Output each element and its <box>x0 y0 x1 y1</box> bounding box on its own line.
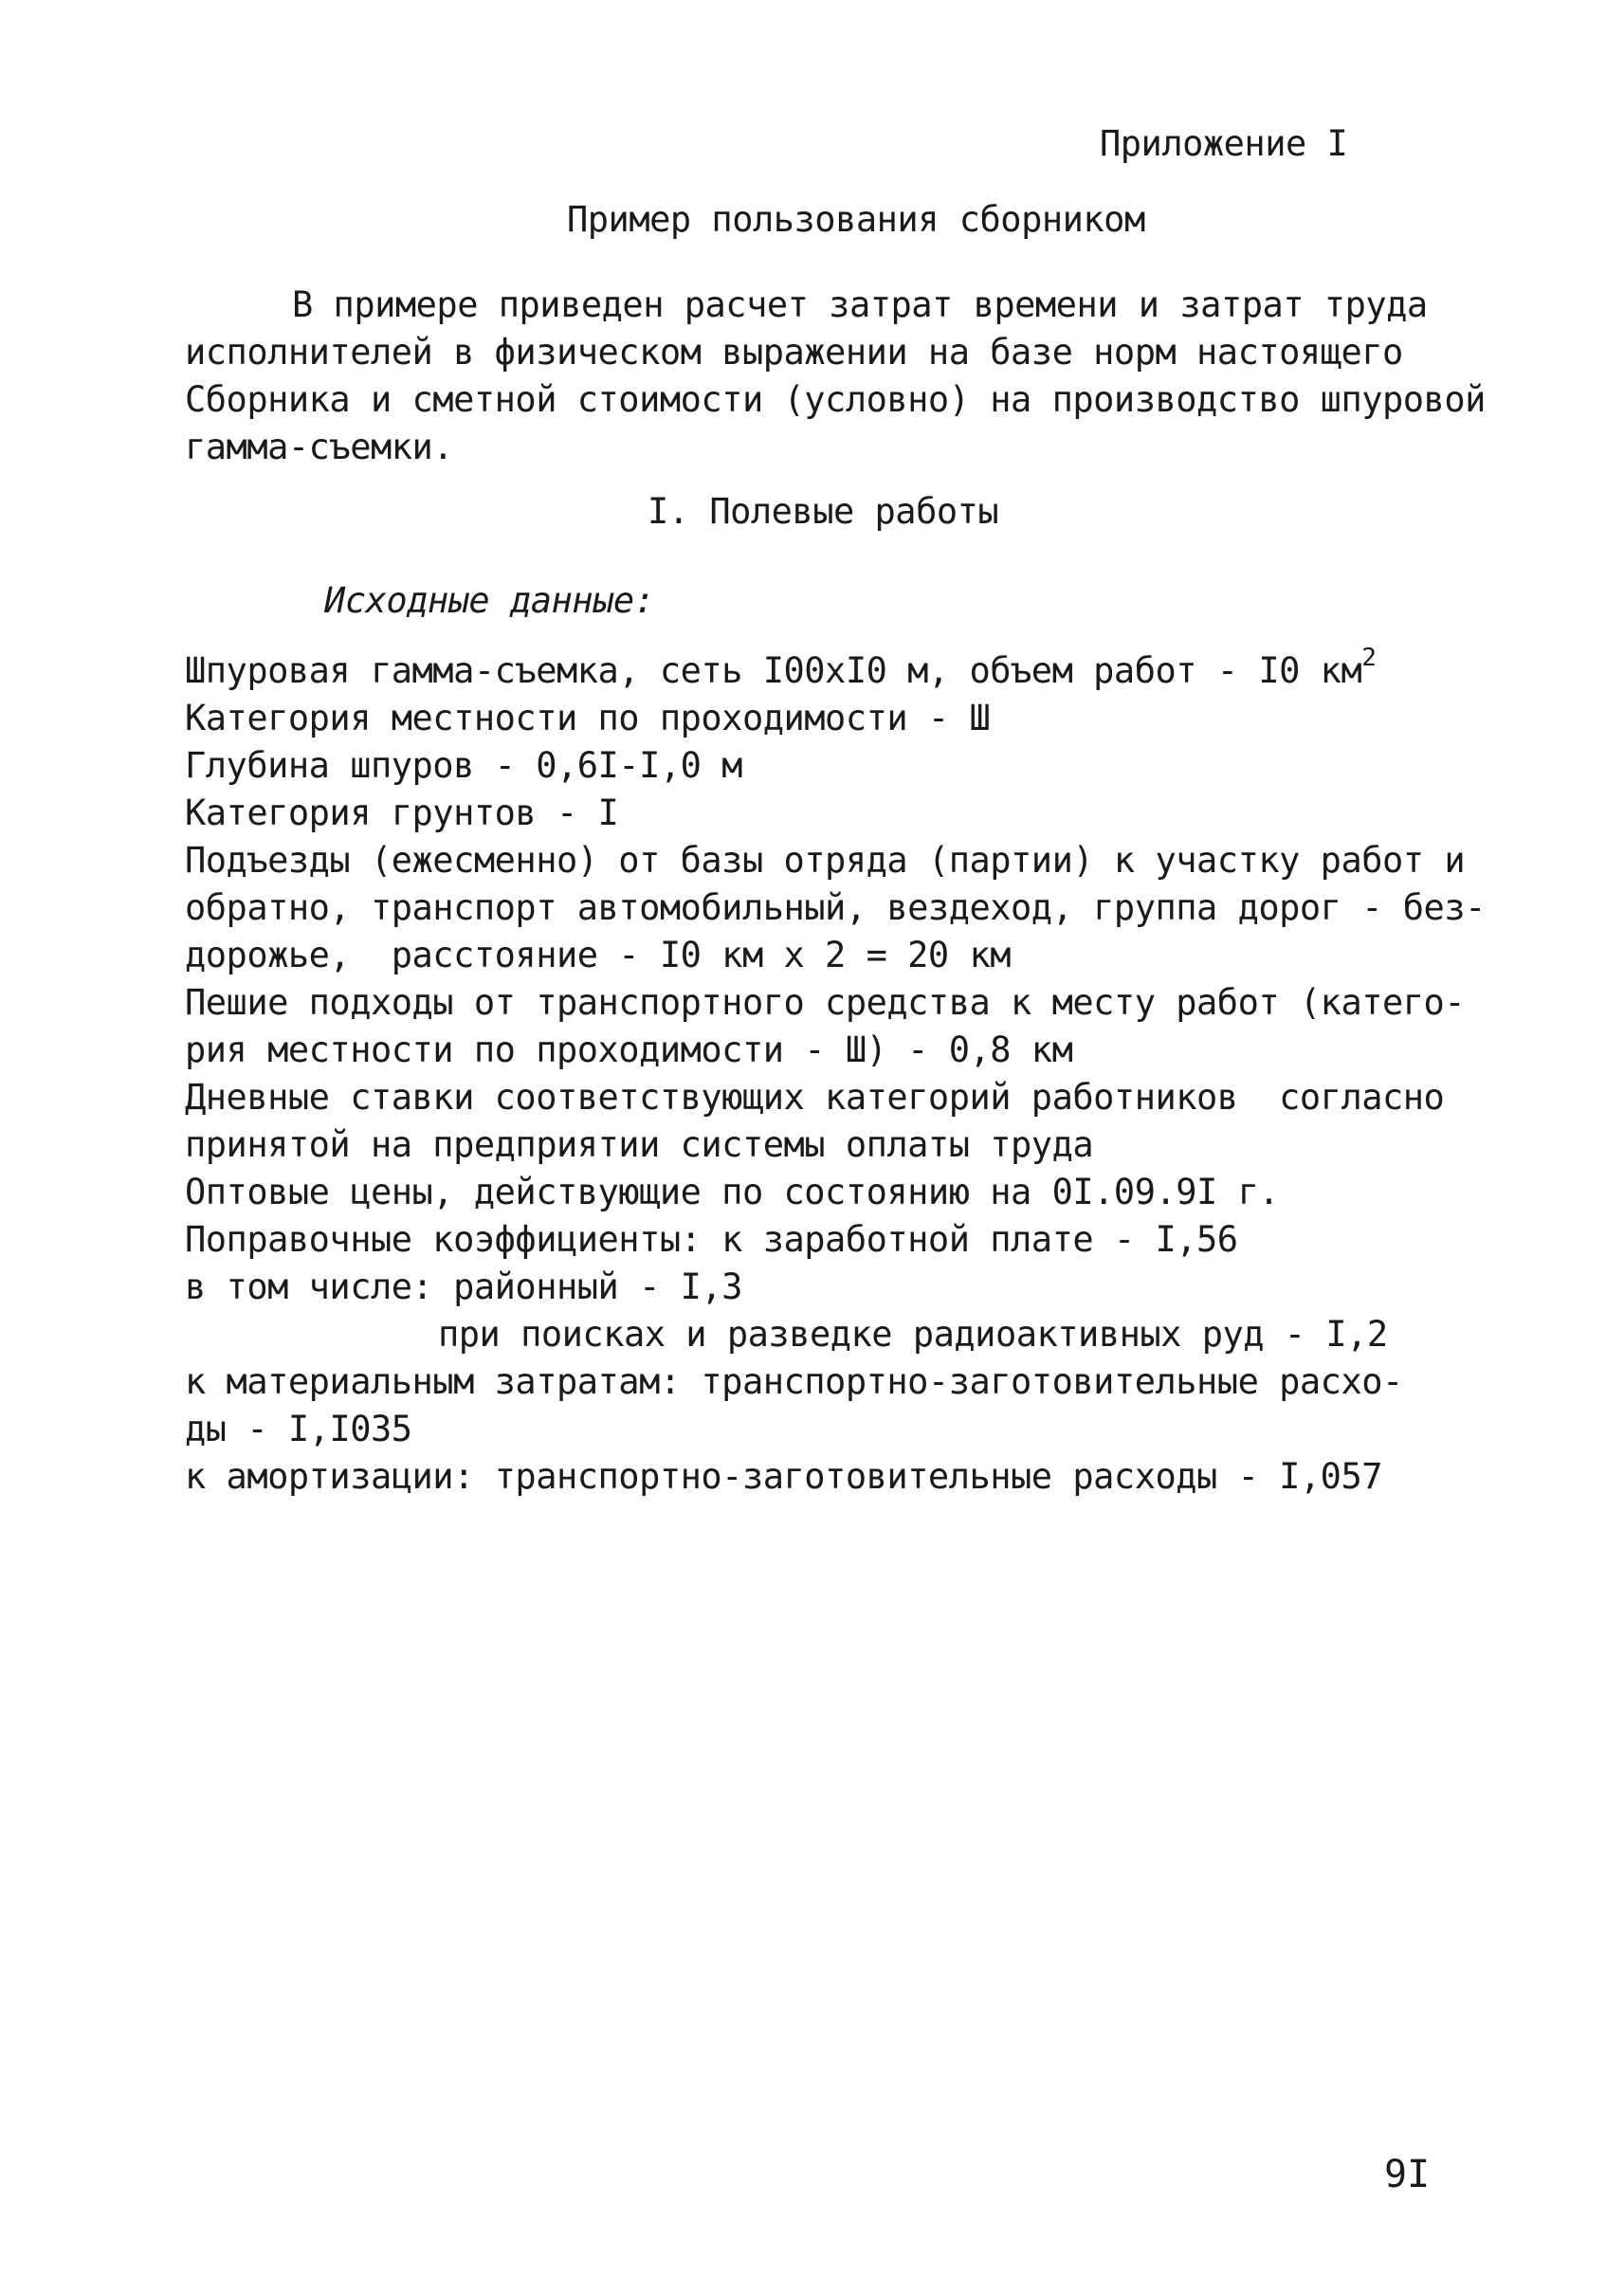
section-title: I. Полевые работы <box>648 491 999 532</box>
list-item: Глубина шпуров - 0,6I-I,0 м <box>185 745 742 786</box>
list-item: при поисках и разведке радиоактивных руд - I,2 <box>438 1314 1388 1355</box>
appendix-label: Приложение I <box>1100 123 1348 164</box>
intro-line-1: В примере приведен расчет затрат времени и затрат труда <box>292 284 1428 325</box>
list-item: к материальным затратам: транспортно-заготовительные расхо- <box>185 1361 1403 1402</box>
list-item: Категория местности по проходимости - Ш <box>185 698 991 738</box>
list-item: к амортизации: транспортно-заготовительные расходы - I,057 <box>185 1456 1383 1497</box>
intro-line-4: гамма-съемки. <box>185 427 454 467</box>
list-item: Оптовые цены, действующие по состоянию на 0I.09.9I г. <box>185 1172 1280 1212</box>
list-item: дорожье, расстояние - I0 км х 2 = 20 км <box>185 935 1012 975</box>
page-number: 9I <box>1384 2153 1431 2196</box>
list-item: Пешие подходы от транспортного средства к месту работ (катего- <box>185 982 1466 1023</box>
list-item: Категория грунтов - I <box>185 792 619 833</box>
list-item: обратно, транспорт автомобильный, вездеход, группа дорог - без- <box>185 887 1486 928</box>
intro-line-2: исполнителей в физическом выражении на базе норм настоящего <box>185 332 1403 373</box>
section-subheading: Исходные данные: <box>324 580 655 621</box>
list-item: Подъезды (ежесменно) от базы отряда (партии) к участку работ и <box>185 840 1466 881</box>
page-title: Пример пользования сборником <box>567 199 1145 240</box>
list-item: в том числе: районный - I,3 <box>185 1266 742 1307</box>
list-item <box>185 644 1377 696</box>
list-item: Дневные ставки соответствующих категорий работников согласно <box>185 1077 1445 1118</box>
intro-line-3: Сборника и сметной стоимости (условно) на производство шпуровой <box>185 379 1486 420</box>
list-item: Поправочные коэффициенты: к заработной плате - I,56 <box>185 1219 1238 1260</box>
list-item: ды - I,I035 <box>185 1409 412 1449</box>
superscript: 2 <box>1361 644 1377 672</box>
item-text: Шпуровая гамма-съемка, сеть I00хI0 м, объем работ - I0 км <box>185 650 1362 691</box>
list-item: рия местности по проходимости - Ш) - 0,8 км <box>185 1029 1073 1070</box>
list-item: принятой на предприятии системы оплаты труда <box>185 1124 1094 1165</box>
